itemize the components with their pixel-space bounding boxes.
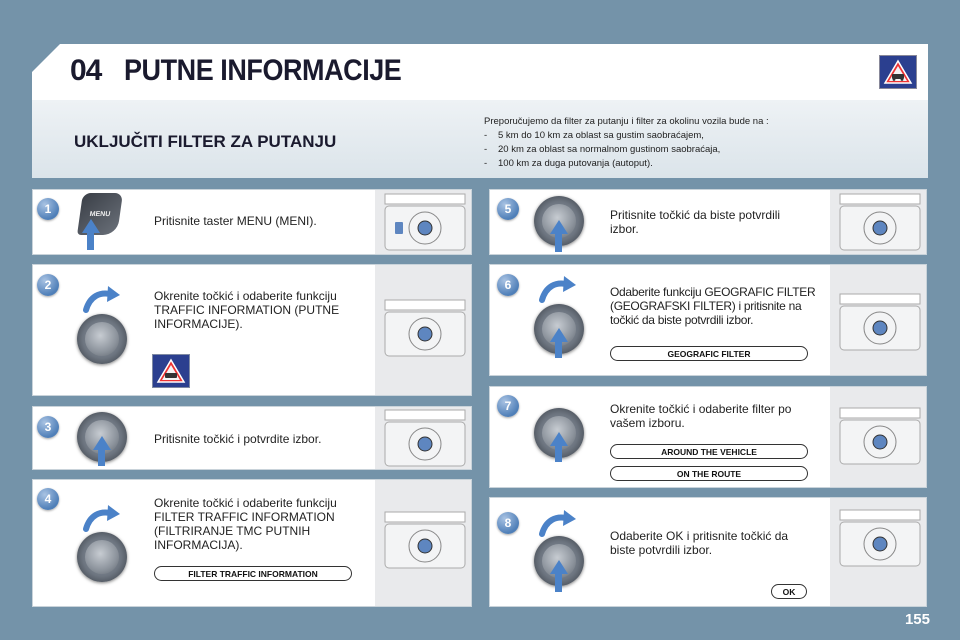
rotary-knob-icon [77, 314, 127, 364]
rotate-arrow-icon [82, 505, 122, 533]
intro-bullet: - 100 km za duga putovanja (autoput). [484, 157, 904, 171]
ok-option[interactable]: OK [771, 584, 807, 599]
up-arrow-icon [550, 432, 568, 446]
up-arrow-icon [87, 232, 94, 250]
step-text-7: Okrenite točkić i odaberite filter po vašem izboru. [610, 402, 792, 430]
console-panel-drawing [383, 510, 467, 570]
step-text-2: Okrenite točkić i odaberite funkciju TRAFFIC INFORMATION (PUTNE INFORMACIJE). [154, 289, 340, 331]
console-panel-drawing [383, 408, 467, 468]
up-arrow-icon [82, 219, 100, 233]
step-badge-8: 8 [497, 512, 519, 534]
intro-bullet: - 5 km do 10 km za oblast sa gustim saobraćajem, [484, 129, 904, 143]
step-text-3: Pritisnite točkić i potvrdite izbor. [154, 432, 322, 446]
chapter-title: PUTNE INFORMACIJE [124, 54, 402, 87]
up-arrow-icon [555, 232, 562, 252]
up-arrow-icon [555, 444, 562, 462]
step-text-4: Okrenite točkić i odaberite funkciju FILTER TRAFFIC INFORMATION (FILTRIRANJE TMC PUTNIH INFORMACIJA). [154, 496, 337, 552]
step-text-1: Pritisnite taster MENU (MENI). [154, 214, 317, 228]
step-text-5: Pritisnite točkić da biste potvrdili izbor. [610, 208, 781, 236]
up-arrow-icon [550, 328, 568, 342]
intro-sentence: Preporučujemo da filter za putanju i filter za okolinu vozila bude na : [484, 116, 769, 127]
traffic-warning-icon [152, 354, 190, 388]
step-badge-4: 4 [37, 488, 59, 510]
step-text-8: Odaberite OK i pritisnite točkić da biste potvrdili izbor. [610, 529, 789, 557]
console-panel-drawing [383, 298, 467, 358]
step-badge-2: 2 [37, 274, 59, 296]
up-arrow-icon [98, 448, 105, 466]
section-title: UKLJUČITI FILTER ZA PUTANJU [74, 132, 337, 151]
rotate-arrow-icon [538, 510, 578, 538]
step-text-6: Odaberite funkciju GEOGRAFIC FILTER (GEOGRAFSKI FILTER) i pritisnite na točkić da biste potvrdili izbor. [610, 285, 816, 327]
menu-option-filter-traffic-information[interactable]: FILTER TRAFFIC INFORMATION [154, 566, 352, 581]
up-arrow-icon [555, 340, 562, 358]
intro-text [484, 115, 904, 171]
console-panel-drawing [383, 192, 467, 252]
step-badge-5: 5 [497, 198, 519, 220]
menu-option-on-the-route[interactable]: ON THE ROUTE [610, 466, 808, 481]
intro-bullet: - 20 km za oblast sa normalnom gustinom saobraćaja, [484, 143, 904, 157]
step-badge-3: 3 [37, 416, 59, 438]
up-arrow-icon [550, 220, 568, 234]
rotary-knob-icon [77, 532, 127, 582]
console-panel-drawing [838, 292, 922, 352]
rotate-arrow-icon [538, 276, 578, 304]
menu-key: MENU [77, 193, 123, 235]
console-panel-drawing [838, 192, 922, 252]
menu-option-geografic-filter[interactable]: GEOGRAFIC FILTER [610, 346, 808, 361]
chapter-number: 04 [70, 54, 102, 87]
step-badge-1: 1 [37, 198, 59, 220]
page-number: 155 [904, 611, 930, 628]
step-badge-7: 7 [497, 395, 519, 417]
rotate-arrow-icon [82, 286, 122, 314]
intro-bullets [484, 129, 904, 171]
console-panel-drawing [838, 406, 922, 466]
up-arrow-icon [555, 572, 562, 592]
menu-option-around-the-vehicle[interactable]: AROUND THE VEHICLE [610, 444, 808, 459]
up-arrow-icon [93, 436, 111, 450]
console-panel-drawing [838, 508, 922, 568]
up-arrow-icon [550, 560, 568, 574]
step-badge-6: 6 [497, 274, 519, 296]
traffic-warning-icon [879, 55, 917, 89]
